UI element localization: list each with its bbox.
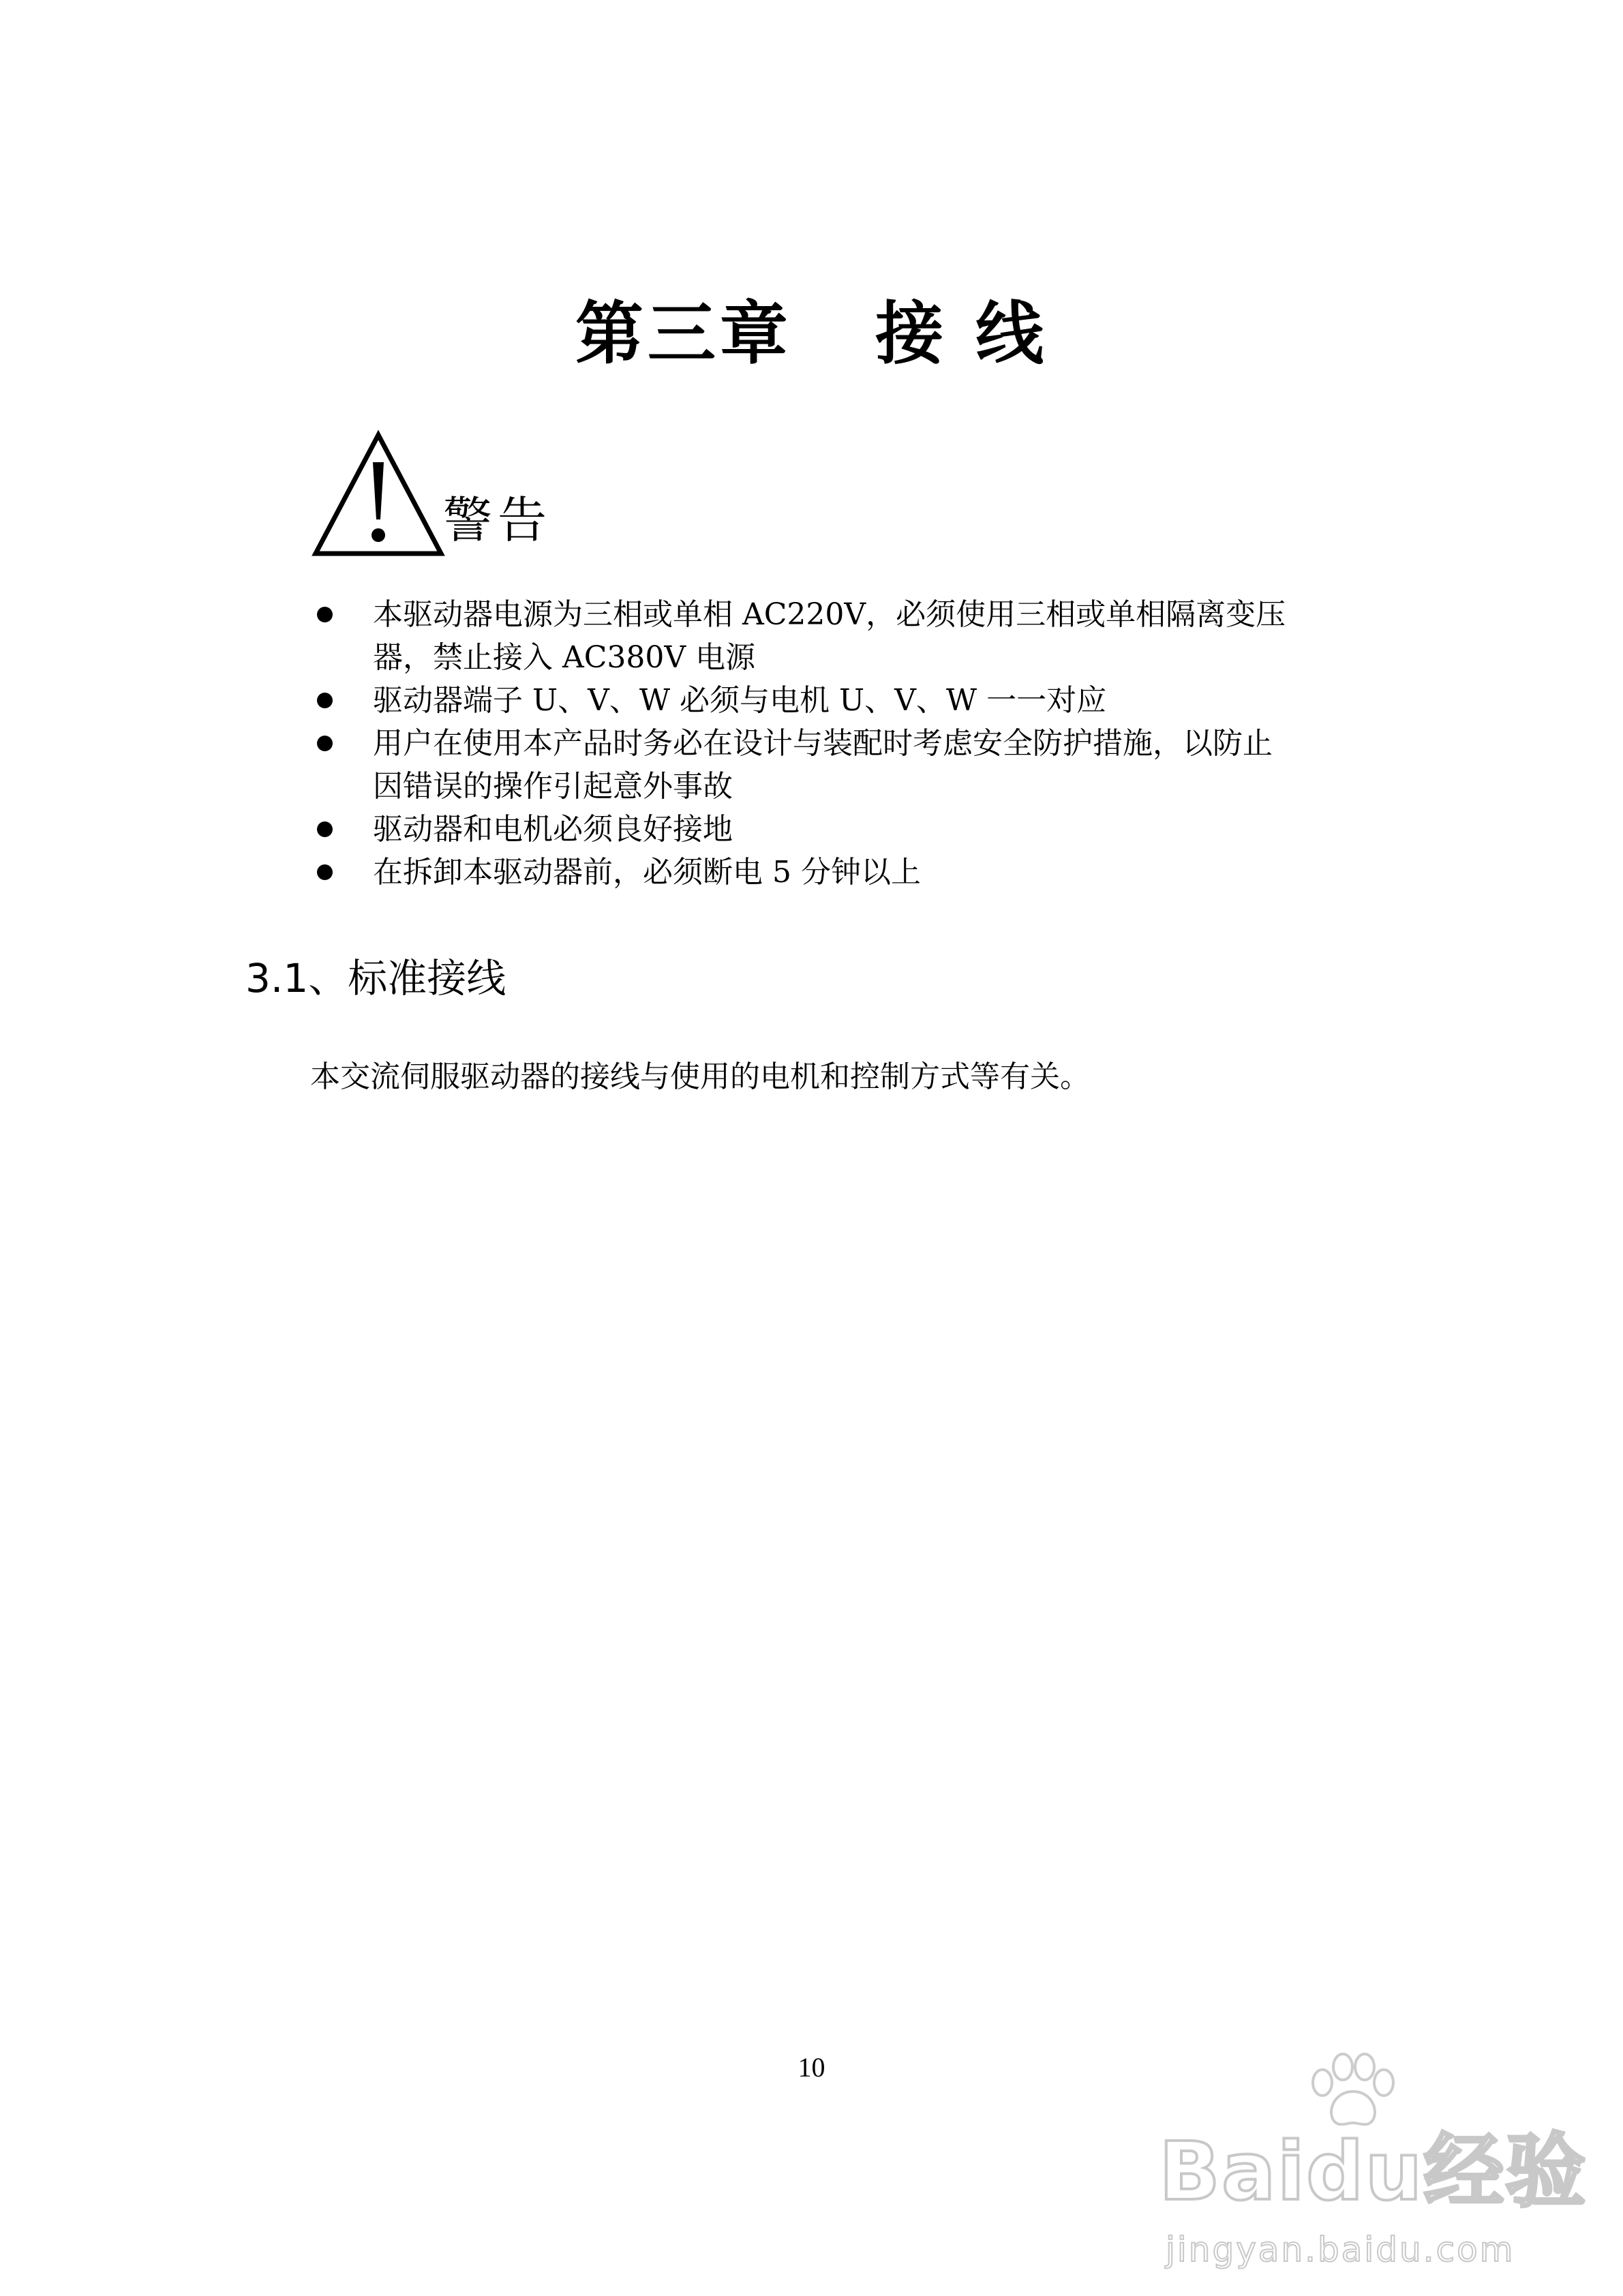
- list-item: [310, 722, 1401, 808]
- list-item: [310, 593, 1401, 679]
- bullet-icon: [317, 736, 333, 751]
- list-item-text: 驱动器和电机必须良好接地: [373, 812, 733, 847]
- watermark-logo: Baidu经验: [1159, 2124, 1588, 2218]
- section-paragraph: 本交流伺服驱动器的接线与使用的电机和控制方式等有关。: [310, 1059, 1090, 1094]
- bullet-icon: [317, 864, 333, 880]
- warning-triangle-icon: [310, 429, 446, 559]
- list-item: [310, 808, 1401, 851]
- list-item-text: 驱动器端子 U、V、W 必须与电机 U、V、W 一一对应: [373, 683, 1107, 718]
- warning-label: 警告: [443, 492, 553, 549]
- bullet-icon: [317, 607, 333, 622]
- warning-list: [310, 593, 1401, 894]
- baidu-watermark: [1159, 2052, 1595, 2277]
- page-number: 10: [798, 2052, 825, 2083]
- section-heading: 3.1、标准接线: [245, 955, 506, 1001]
- list-item-text: 本驱动器电源为三相或单相 AC220V，必须使用三相或单相隔离变压 器，禁止接入 AC380V 电源: [373, 597, 1286, 675]
- list-item: [310, 851, 1401, 894]
- list-item-text: 在拆卸本驱动器前，必须断电 5 分钟以上: [373, 855, 921, 890]
- bullet-icon: [317, 821, 333, 837]
- bullet-icon: [317, 693, 333, 708]
- list-item-text: 用户在使用本产品时务必在设计与装配时考虑安全防护措施，以防止 因错误的操作引起意外事故: [373, 726, 1273, 804]
- paw-icon: [1302, 2052, 1404, 2134]
- warning-block: [310, 429, 583, 562]
- watermark-url: jingyan.baidu.com: [1166, 2230, 1515, 2269]
- list-item: [310, 679, 1401, 722]
- chapter-title: 第三章 接 线: [575, 294, 1048, 374]
